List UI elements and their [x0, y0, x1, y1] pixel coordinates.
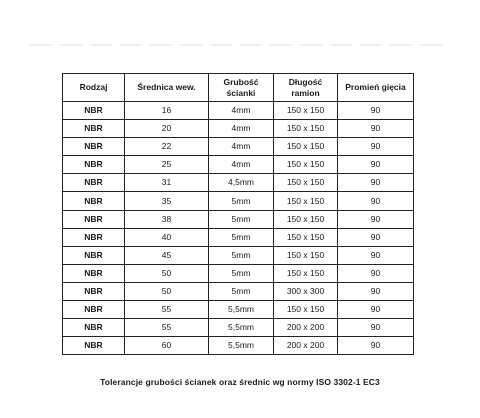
cell-arm-length: 150 x 150: [274, 192, 338, 210]
table-row: [63, 174, 414, 192]
cell-inner-diameter: 20: [125, 120, 209, 138]
header-arm-length: Długość ramion: [274, 74, 338, 102]
cell-wall-thickness: 5,5mm: [209, 337, 274, 355]
cell-bend-radius: 90: [338, 228, 414, 246]
cell-bend-radius: 90: [338, 246, 414, 264]
cell-inner-diameter: 16: [125, 102, 209, 120]
cell-bend-radius: 90: [338, 120, 414, 138]
cell-bend-radius: 90: [338, 301, 414, 319]
cell-inner-diameter: 35: [125, 192, 209, 210]
cell-arm-length: 200 x 200: [274, 337, 338, 355]
cell-inner-diameter: 45: [125, 246, 209, 264]
cell-type: NBR: [63, 301, 125, 319]
cell-wall-thickness: 4mm: [209, 120, 274, 138]
cell-wall-thickness: 5mm: [209, 228, 274, 246]
cell-inner-diameter: 50: [125, 282, 209, 300]
cell-type: NBR: [63, 282, 125, 300]
cell-arm-length: 150 x 150: [274, 228, 338, 246]
cell-bend-radius: 90: [338, 102, 414, 120]
cell-type: NBR: [63, 228, 125, 246]
cell-type: NBR: [63, 210, 125, 228]
cell-inner-diameter: 38: [125, 210, 209, 228]
cell-bend-radius: 90: [338, 337, 414, 355]
cell-bend-radius: 90: [338, 210, 414, 228]
cell-inner-diameter: 25: [125, 156, 209, 174]
cell-arm-length: 150 x 150: [274, 138, 338, 156]
cell-wall-thickness: 4,5mm: [209, 174, 274, 192]
cell-type: NBR: [63, 192, 125, 210]
cell-inner-diameter: 50: [125, 264, 209, 282]
cell-type: NBR: [63, 319, 125, 337]
faded-background-text: [30, 44, 450, 46]
cell-type: NBR: [63, 246, 125, 264]
cell-wall-thickness: 5mm: [209, 246, 274, 264]
cell-inner-diameter: 22: [125, 138, 209, 156]
cell-type: NBR: [63, 174, 125, 192]
cell-type: NBR: [63, 120, 125, 138]
cell-wall-thickness: 5mm: [209, 264, 274, 282]
table-row: [63, 228, 414, 246]
table-row: [63, 301, 414, 319]
table-row: [63, 192, 414, 210]
cell-wall-thickness: 5,5mm: [209, 301, 274, 319]
cell-bend-radius: 90: [338, 174, 414, 192]
cell-wall-thickness: 4mm: [209, 156, 274, 174]
table-row: [63, 282, 414, 300]
cell-type: NBR: [63, 264, 125, 282]
cell-wall-thickness: 5mm: [209, 210, 274, 228]
cell-wall-thickness: 5mm: [209, 192, 274, 210]
cell-arm-length: 300 x 300: [274, 282, 338, 300]
cell-inner-diameter: 60: [125, 337, 209, 355]
table-row: [63, 138, 414, 156]
table-row: [63, 246, 414, 264]
cell-wall-thickness: 4mm: [209, 102, 274, 120]
table-row: [63, 337, 414, 355]
table-row: [63, 156, 414, 174]
cell-bend-radius: 90: [338, 282, 414, 300]
header-inner-diameter: Średnica wew.: [125, 74, 209, 102]
cell-inner-diameter: 55: [125, 319, 209, 337]
cell-wall-thickness: 5,5mm: [209, 319, 274, 337]
cell-type: NBR: [63, 138, 125, 156]
cell-wall-thickness: 5mm: [209, 282, 274, 300]
cell-arm-length: 150 x 150: [274, 264, 338, 282]
cell-bend-radius: 90: [338, 319, 414, 337]
cell-inner-diameter: 31: [125, 174, 209, 192]
table-row: [63, 102, 414, 120]
cell-arm-length: 150 x 150: [274, 102, 338, 120]
cell-bend-radius: 90: [338, 192, 414, 210]
header-wall-thickness: Grubość ścianki: [209, 74, 274, 102]
cell-bend-radius: 90: [338, 156, 414, 174]
cell-arm-length: 150 x 150: [274, 246, 338, 264]
cell-type: NBR: [63, 337, 125, 355]
cell-inner-diameter: 40: [125, 228, 209, 246]
table-header-row: [63, 74, 414, 102]
table-row: [63, 120, 414, 138]
cell-inner-diameter: 55: [125, 301, 209, 319]
cell-wall-thickness: 4mm: [209, 138, 274, 156]
cell-arm-length: 150 x 150: [274, 174, 338, 192]
hose-spec-table: [62, 73, 414, 355]
cell-type: NBR: [63, 156, 125, 174]
cell-bend-radius: 90: [338, 264, 414, 282]
cell-arm-length: 150 x 150: [274, 301, 338, 319]
cell-type: NBR: [63, 102, 125, 120]
table-row: [63, 264, 414, 282]
table-row: [63, 210, 414, 228]
cell-bend-radius: 90: [338, 138, 414, 156]
cell-arm-length: 150 x 150: [274, 120, 338, 138]
cell-arm-length: 200 x 200: [274, 319, 338, 337]
cell-arm-length: 150 x 150: [274, 156, 338, 174]
header-bend-radius: Promień gięcia: [338, 74, 414, 102]
tolerance-caption: Tolerancje grubości ścianek oraz średnic wg normy ISO 3302-1 EC3: [100, 377, 380, 387]
table-row: [63, 319, 414, 337]
cell-arm-length: 150 x 150: [274, 210, 338, 228]
header-type: Rodzaj: [63, 74, 125, 102]
